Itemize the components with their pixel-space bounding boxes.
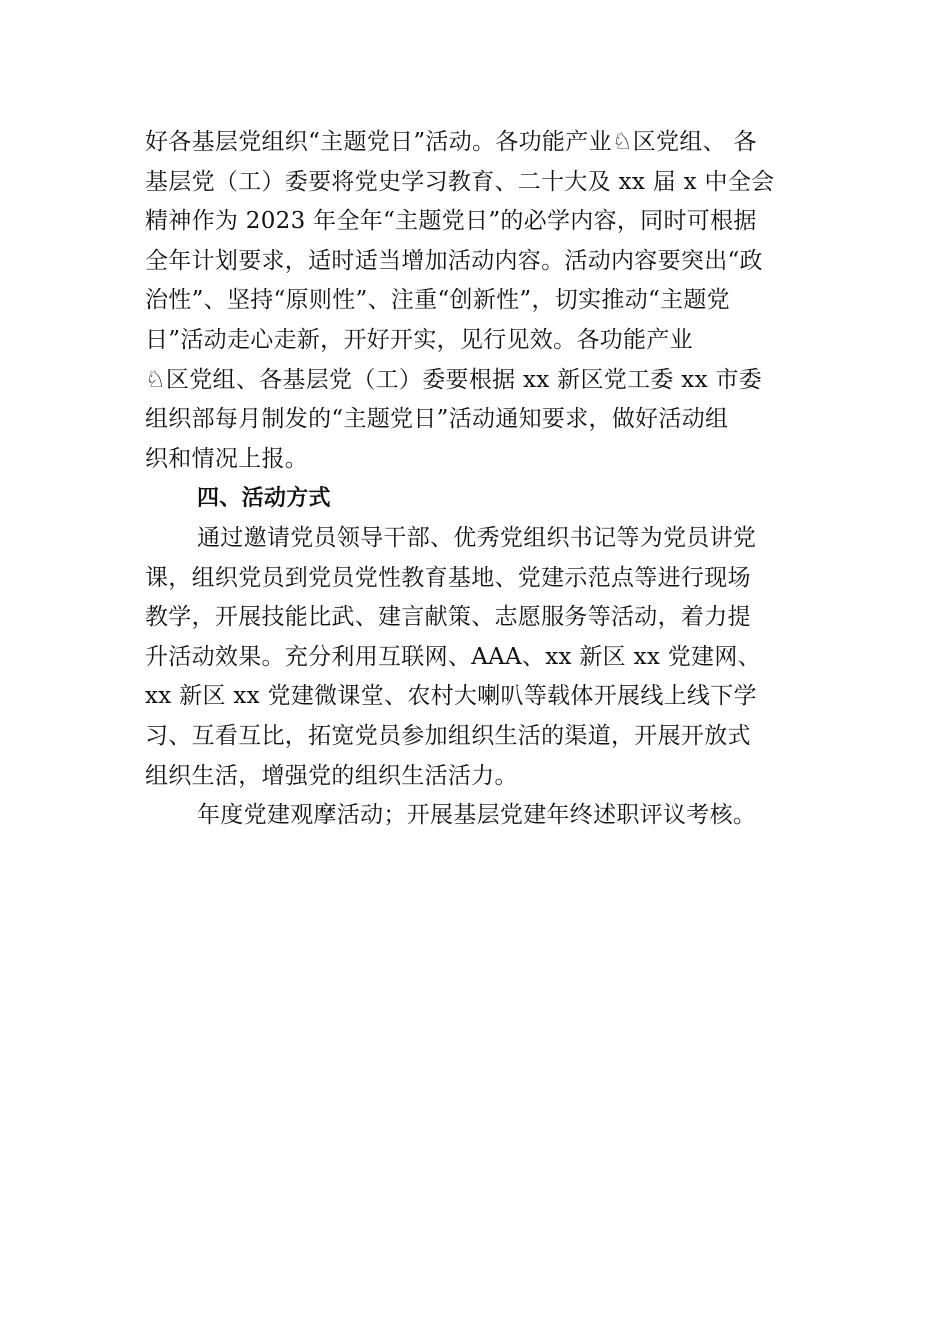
text-line: 教学，开展技能比武、建言献策、志愿服务等活动，着力提 [145,604,751,631]
document-body [145,123,835,836]
text-line: 基层党（工）委要将党史学习教育、二十大及 xx 届 x 中全会 [145,168,775,195]
text-line: 精神作为 2023 年全年“主题党日”的必学内容，同时可根据 [145,208,757,235]
text-line: ♘区党组、各基层党（工）委要根据 xx 新区党工委 xx 市委 [145,366,763,393]
text-line: 课，组织党员到党员党性教育基地、党建示范点等进行现场 [145,564,751,591]
paragraph-program-content [145,123,835,479]
paragraph-activity-methods [145,519,835,796]
text-line: xx 新区 xx 党建微课堂、农村大喇叭等载体开展线上线下学 [145,683,757,710]
text-line: 通过邀请党员领导干部、优秀党组织书记等为党员讲党 [197,524,757,551]
text-line: 习、互看互比，拓宽党员参加组织生活的渠道，开展开放式 [145,722,751,749]
text-line: 组织生活，增强党的组织生活活力。 [145,762,518,789]
text-line: 织和情况上报。 [145,445,309,472]
text-line: 升活动效果。充分利用互联网、AAA、xx 新区 xx 党建网、 [145,643,761,670]
paragraph-annual-review: 年度党建观摩活动；开展基层党建年终述职评议考核。 [197,802,757,829]
text-line: 组织部每月制发的“主题党日”活动通知要求，做好活动组 [145,406,729,433]
text-line: 全年计划要求，适时适当增加活动内容。活动内容要突出“政 [145,247,763,274]
text-line: 治性”、坚持“原则性”、注重“创新性”，切实推动“主题党 [145,287,730,314]
section-heading: 四、活动方式 [197,486,331,512]
text-line: 日”活动走心走新，开好开实，见行见效。各功能产业 [145,326,693,353]
text-line: 好各基层党组织“主题党日”活动。各功能产业♘区党组、 各 [145,129,757,155]
